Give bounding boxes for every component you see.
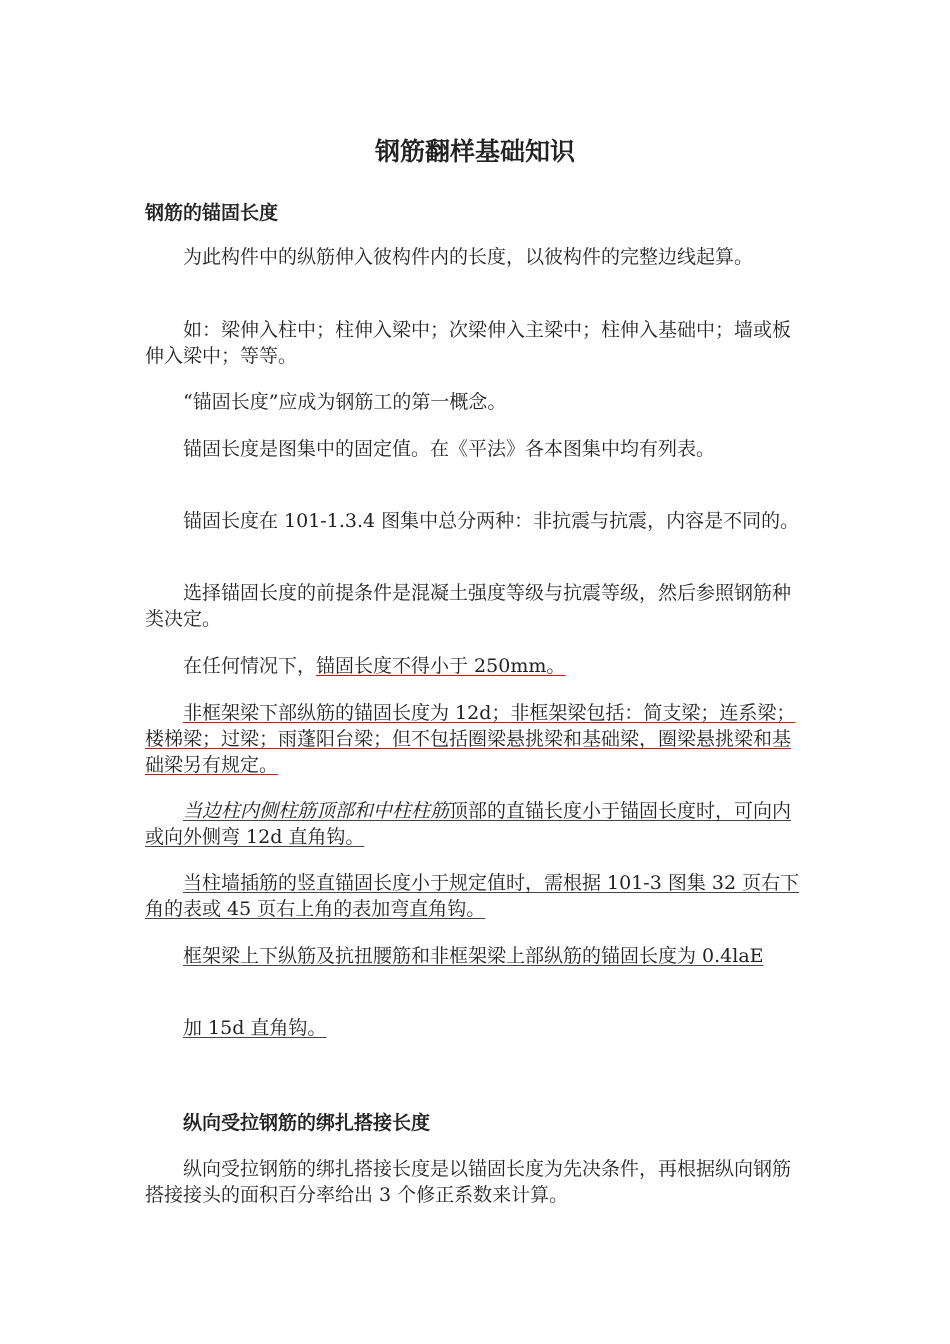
underlined-text: 顶部的直锚长度小于锚固长度时，可向内或向外侧弯 12d 直角钩。 (145, 800, 792, 848)
paragraph-text: 锚固长度是图集中的固定值。在《平法》各本图集中均有列表。 (183, 438, 716, 460)
paragraph-frame-beam (145, 943, 807, 969)
highlighted-text: 锚固长度不得小于 250mm。 (316, 655, 566, 677)
paragraph-text: “锚固长度”应成为钢筋工的第一概念。 (183, 391, 507, 413)
highlighted-text: 非框架梁下部纵筋的锚固长度为 12d；非框架梁包括：简支梁；连系梁；楼梯梁；过梁；雨蓬阳台梁；但不包括圈梁悬挑梁和基础梁，圈梁悬挑梁和基础梁另有规定。 (145, 702, 796, 776)
italic-underlined-text: 当边柱内侧柱筋顶部和中柱柱筋 (183, 800, 450, 822)
paragraph-text: 为此构件中的纵筋伸入彼构件内的长度，以彼构件的完整边线起算。 (183, 246, 754, 268)
paragraph-two-types (145, 508, 807, 534)
paragraph-examples (145, 317, 807, 369)
page-title: 钢筋翻样基础知识 (374, 137, 575, 166)
paragraph-hook (145, 1015, 807, 1041)
paragraph-definition (145, 244, 807, 270)
paragraph-preconditions (145, 580, 807, 632)
paragraph-minimum-length (145, 653, 807, 679)
paragraph-dowel (145, 870, 807, 922)
paragraph-concept (145, 389, 807, 415)
paragraph-text: 选择锚固长度的前提条件是混凝土强度等级与抗震等级，然后参照钢筋种类决定。 (145, 582, 792, 630)
section-heading-lap-length: 纵向受拉钢筋的绑扎搭接长度 (183, 1112, 431, 1134)
underlined-text: 加 15d 直角钩。 (183, 1017, 327, 1039)
paragraph-text: 锚固长度在 101-1.3.4 图集中总分两种：非抗震与抗震，内容是不同的。 (183, 510, 800, 532)
paragraph-column-top (145, 798, 807, 850)
underlined-text: 当柱墙插筋的竖直锚固长度小于规定值时，需根据 101-3 图集 32 页右下角的表或 45 页右上角的表加弯直角钩。 (145, 872, 800, 920)
paragraph-lap-length (145, 1156, 807, 1208)
section-heading-anchorage: 钢筋的锚固长度 (145, 202, 279, 224)
paragraph-non-frame-beam (145, 700, 807, 778)
paragraph-text: 在任何情况下， (183, 655, 317, 677)
paragraph-text: 纵向受拉钢筋的绑扎搭接长度是以锚固长度为先决条件，再根据纵向钢筋搭接接头的面积百分率给出 3 个修正系数来计算。 (145, 1158, 792, 1206)
underlined-text: 框架梁上下纵筋及抗扭腰筋和非框架梁上部纵筋的锚固长度为 0.4laE (183, 945, 764, 967)
paragraph-text: 如：梁伸入柱中；柱伸入梁中；次梁伸入主梁中；柱伸入基础中；墙或板伸入梁中；等等。 (145, 319, 792, 367)
paragraph-fixed-value (145, 436, 807, 462)
